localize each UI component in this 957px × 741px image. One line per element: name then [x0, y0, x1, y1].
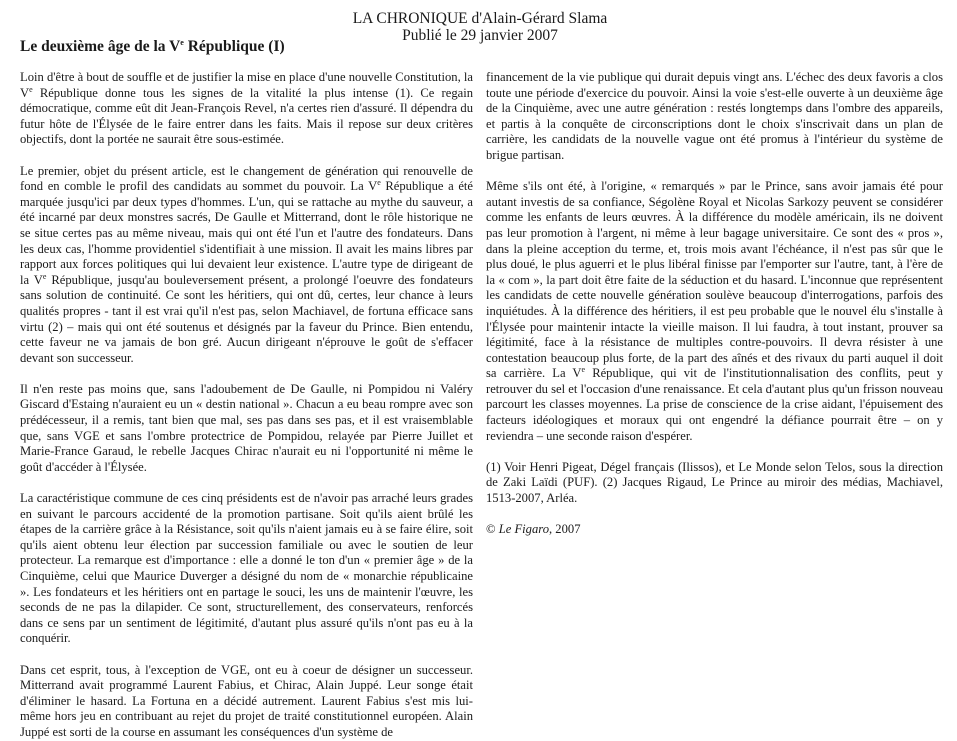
paragraph: financement de la vie publique qui durait depuis vingt ans. L'échec des deux favoris a clos toute une période d'exercice du pouvoir. Ainsi la voie s'est-elle ouverte à un deuxième âge de la Cinquième, avec une autre génération : restés longtemps dans l'ombre des appareils, et partis à la conquête de circonscriptions dont le choix s'inscrivait dans un plan de carrière, les candidats de la nouvelle vague ont été promus à l'intérieur du système de brigue partisan.	[486, 70, 943, 162]
left-column	[20, 70, 473, 741]
article-title-superscript: e	[180, 37, 184, 47]
paragraph: Il n'en reste pas moins que, sans l'adoubement de De Gaulle, ni Pompidou ni Valéry Giscard d'Estaing n'auraient eu un « destin national ». Chacun a eu beau rompre avec son prédécesseur, il a remis, tant bien que mal, ses pas dans ses pas, et il est vraisemblable que, sans VGE et sans l'ombre protectrice de Pompidou, relayée par Pierre Juillet et Marie-France Garaud, le rebelle Jacques Chirac n'aurait eu ni l'opportunité ni même le goût d'accéder à l'Élysée.	[20, 381, 473, 474]
paragraph-text: Loin d'être à bout de souffle et de justifier la mise en place d'une nouvelle Constitution, la V	[20, 70, 473, 100]
copyright-year: , 2007	[549, 522, 581, 537]
paragraph	[20, 164, 473, 367]
paragraph: Dans cet esprit, tous, à l'exception de VGE, ont eu à coeur de désigner un successeur. Mitterrand avait programmé Laurent Fabius, et Chirac, Alain Juppé. Leur songe était d'éliminer le hasard. La Fortuna en a décidé autrement. Laurent Fabius s'est mis lui-même hors jeu en contribuant au rejet du projet de traité constitutionnel européen. Alain Juppé est sorti de la course en assumant les conséquences d'un système de	[20, 662, 473, 739]
paragraph-text: Même s'ils ont été, à l'origine, « remarqués » par le Prince, sans avoir jamais été pour autant investis de sa confiance, Ségolène Royal et Nicolas Sarkozy peuvent se considérer comme les enfants de leurs œuvres. À la différence du modèle américain, ils ne doivent pas leur promotion à l'argent, ni même à leur bagage universitaire. Ce sont des « pros », dans la pleine acception du terme, et, trois mois avant l'échéance, il n'est pas sûr que le plus doué, le plus aguerri et le plus libéral finisse par l'emporter sur l'autre, tant, à l'ère de la « com », la part doit être faite de la séduction et du hasard. L'inconnue que représentent les candidats de cette nouvelle génération soulève beaucoup d'interrogations, parfois des inquiétudes. À la différence des héritiers, il est peu probable que le nouvel élu s'installe à l'Élysée pour maintenir intacte la vieille maison. Il lui faudra, à tout instant, prouver sa légitimité, face à la résistance de multiples contre-pouvoirs. Il devra résister à une contestation beaucoup plus forte, de la part des aînés et des rivaux du parti auquel il doit sa carrière. La V	[486, 179, 943, 381]
chronicle-author-line: LA CHRONIQUE d'Alain-Gérard Slama	[352, 10, 608, 27]
copyright-source: Le Figaro	[498, 522, 549, 537]
superscript: e	[581, 365, 586, 375]
footnotes: (1) Voir Henri Pigeat, Dégel français (Ilissos), et Le Monde selon Telos, sous la direction de Zaki Laïdi (PUF). (2) Jacques Rigaud, Le Prince au miroir des médias, Machiavel, 1513-2007, Arléa.	[486, 459, 943, 506]
paragraph-text: République, jusqu'au bouleversement présent, a prolongé l'oeuvre des fondateurs sans solution de continuité. Ce sont les héritiers, qui ont dû, certes, leur chance à leurs qualités propres - tant il est vrai qu'il n'est pas, selon Machiavel, de fortuna efficace sans virtu (2) – mais qui ont été soutenus et désignés par la faveur du Prince. Bien entendu, cette faveur ne va jamais de bon gré. Aucun dirigeant n'éprouve le goût de s'effacer devant son successeur.	[20, 272, 473, 365]
copyright	[486, 522, 943, 538]
right-column	[486, 70, 943, 538]
article-title-suffix: République (I)	[183, 38, 285, 55]
superscript: e	[377, 177, 381, 187]
superscript: e	[29, 84, 33, 94]
article-title	[20, 38, 285, 56]
paragraph	[486, 179, 943, 444]
paragraph-text: République a été marquée jusqu'ici par deux types d'hommes. L'un, qui se rattache au mythe du sauveur, a été incarné par deux monstres sacrés, De Gaulle et Mitterrand, dont le rôle historique ne se situe certes pas au même niveau, mais qui ont été l'un et l'autre des fondateurs. Dans les deux cas, l'homme providentiel s'identifiait à une mission. Il avait les mains libres par rapport aux forces politiques qui lui devaient leur existence. L'autre type de dirigeant de la V	[20, 179, 473, 287]
paragraph	[20, 70, 473, 148]
chronicle-header	[300, 10, 660, 44]
paragraph-text: Le premier, objet du présent article, est le changement de génération qui renouvelle de fond en comble le profil des candidats au sommet du pouvoir. La V	[20, 163, 473, 194]
publication-date: Publié le 29 janvier 2007	[402, 27, 558, 44]
article-title-text: Le deuxième âge de la V	[20, 38, 181, 55]
paragraph-text: République, qui vit de l'institutionnalisation des conflits, peut y retrouver du sel et l'occasion d'une renaissance. Et cela d'autant plus qu'un frisson nouveau parcourt les classes moyennes. La prise de conscience de la crise aidant, l'épuisement des facteurs idéologiques et moraux qui ont engendré la défiance pourrait être – on y reviendra – une seconde raison d'espérer.	[486, 366, 943, 443]
superscript: e	[42, 271, 47, 281]
copyright-symbol: ©	[486, 522, 496, 537]
paragraph: La caractéristique commune de ces cinq présidents est de n'avoir pas arraché leurs grades en suivant le parcours accidenté de la promotion partisane. Soit qu'ils aient brûlé les étapes de la carrière grâce à la Résistance, soit qu'ils n'aient jamais eu à se faire élire, soit qu'ils aient obtenu leur élection par succession familiale ou avec le soutien de leur protecteur. La remarque est d'importance : elle a donné le ton d'un « premier âge » de la Cinquième, celui que Maurice Duverger a désigné du nom de « monarchie républicaine ». Les fondateurs et les héritiers ont en partage le souci, les uns de maintenir l'œuvre, les seconds de ne pas la dilapider. Ce sont, structurellement, des conservateurs, renforcés dans ce sens par un sentiment de légitimité, d'autant plus assuré qu'ils n'ont pas eu à la conquérir.	[20, 491, 473, 646]
paragraph-text: République donne tous les signes de la vitalité la plus intense (1). Ce regain démocratique, comme eût dit Jean-François Revel, n'a certes rien d'assuré. Il dépendra du futur hôte de l'Élysée de le faire entrer dans les faits. Mais il repose sur deux critères objectifs, dont la portée ne saurait être sous-estimée.	[20, 85, 473, 147]
